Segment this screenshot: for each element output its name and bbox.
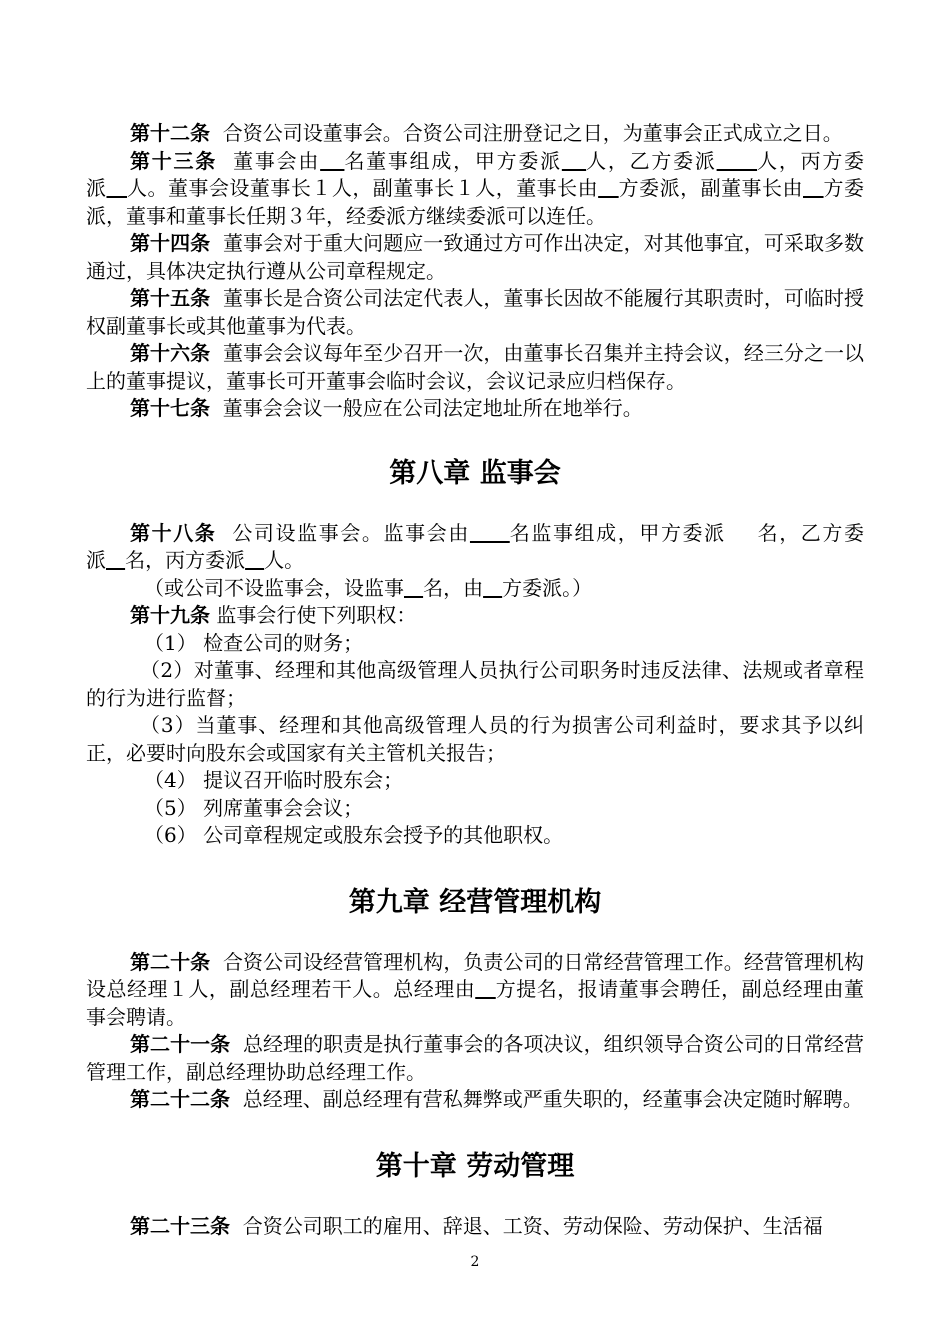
blank-field [803, 176, 824, 200]
list-item: （2）对董事、经理和其他高级管理人员执行公司职务时违反法律、法规或者章程的行为进行监督； [86, 658, 864, 710]
article-text: 公司设监事会。监事会由 [232, 520, 470, 545]
article-label: 第十五条 [130, 286, 211, 310]
blank-field [320, 149, 344, 173]
article-18-note [86, 575, 864, 603]
article-17 [86, 395, 864, 423]
article-label: 第十九条 [130, 603, 210, 627]
article-text: 人，乙方委派 [586, 148, 717, 173]
article-text: 合资公司职工的雇用、辞退、工资、劳动保险、劳动保护、生活福 [242, 1213, 823, 1238]
article-label: 第十四条 [130, 231, 211, 255]
article-text: 名董事组成，甲方委派 [344, 148, 562, 173]
article-text: 董事会会议一般应在公司法定地址所在地举行。 [222, 396, 643, 420]
article-20 [86, 949, 864, 1032]
blank-field [106, 548, 125, 572]
list-item: （4） 提议召开临时股东会； [144, 768, 404, 792]
list-item: （6） 公司章程规定或股东会授予的其他职权。 [144, 823, 564, 847]
article-text: 方委派，副董事长由 [618, 176, 804, 200]
article-21 [86, 1031, 864, 1086]
blank-field [106, 176, 127, 200]
article-23 [86, 1213, 864, 1241]
article-text: 董事会由 [233, 148, 321, 173]
page-number: 2 [470, 1254, 480, 1270]
article-text: 总经理、副总经理有营私舞弊或严重失职的，经董事会决定随时解聘。 [242, 1087, 863, 1111]
blank-field [245, 548, 264, 572]
article-22 [86, 1086, 864, 1114]
article-label: 第十二条 [130, 121, 210, 145]
article-text: 总经理的职责是执行董事会的各项决议，组织领导合资公司的日常经营管理工作，副总经理协助总经理工作。 [86, 1032, 865, 1084]
article-14 [86, 230, 864, 285]
blank-field [470, 521, 510, 545]
article-label: 第二十一条 [130, 1032, 231, 1056]
blank-field [404, 576, 423, 600]
article-text: 名，乙方委派 [86, 520, 865, 572]
article-18 [86, 520, 864, 575]
article-16 [86, 340, 864, 395]
article-text: 人，丙方委派 [86, 148, 865, 200]
blank-field [562, 149, 586, 173]
blank-field [483, 576, 502, 600]
article-text: 名监事组成，甲方委派 [509, 520, 726, 545]
chapter-8-heading: 第八章 监事会 [389, 457, 561, 489]
article-15 [86, 285, 864, 340]
note-text: 名，由 [423, 575, 484, 600]
article-text: 监事会行使下列职权： [216, 603, 417, 627]
article-text: 董事长是合资公司法定代表人，董事长因故不能履行其职责时，可临时授权副董事长或其他董事为代表。 [86, 286, 865, 338]
article-label: 第十七条 [130, 396, 210, 420]
article-label: 第十三条 [130, 148, 217, 173]
article-text: 方委派，董事和董事长任期３年，经委派方继续委派可以连任。 [86, 176, 865, 228]
article-13 [86, 148, 864, 231]
article-label: 第二十条 [130, 949, 211, 974]
article-text: 方提名，报请董事会聘任，副总经理由董事会聘请。 [86, 977, 864, 1029]
list-item: （3）当董事、经理和其他高级管理人员的行为损害公司利益时，要求其予以纠正，必要时向股东会或国家有关主管机关报告； [86, 713, 864, 765]
note-text: 方委派。） [502, 575, 593, 600]
article-text: 合资公司设董事会。合资公司注册登记之日，为董事会正式成立之日。 [222, 121, 843, 145]
article-text: 名，丙方委派 [125, 548, 246, 572]
article-label: 第二十二条 [130, 1087, 230, 1111]
document-page [86, 120, 864, 1240]
article-text: 董事会对于重大问题应一致通过方可作出决定，对其他事宜，可采取多数通过，具体决定执行遵从公司章程规定。 [86, 231, 865, 283]
list-item: （5） 列席董事会会议； [144, 795, 364, 820]
article-text: 合资公司设经营管理机构，负责公司的日常经营管理工作。经营管理机构设总经理１人，副总经理若干人。总经理由 [86, 949, 865, 1001]
article-text: 人。 [264, 548, 305, 572]
article-text: 人。董事会设董事长１人，副董事长１人，董事长由 [127, 176, 599, 200]
chapter-9-heading: 第九章 经营管理机构 [348, 886, 602, 918]
article-12 [86, 120, 864, 148]
blank-field [717, 149, 758, 173]
blank-field [598, 176, 619, 200]
article-text: 董事会会议每年至少召开一次，由董事长召集并主持会议，经三分之一以上的董事提议，董事长可开董事会临时会议，会议记录应归档保存。 [86, 341, 865, 393]
note-text: （或公司不设监事会，设监事 [144, 575, 404, 600]
article-label: 第十八条 [130, 520, 217, 545]
list-item: （1） 检查公司的财务； [144, 630, 364, 655]
article-label: 第十六条 [130, 341, 211, 365]
blank-field [475, 977, 496, 1001]
chapter-10-heading: 第十章 劳动管理 [375, 1150, 575, 1182]
article-label: 第二十三条 [130, 1213, 230, 1238]
article-19 [86, 602, 864, 630]
